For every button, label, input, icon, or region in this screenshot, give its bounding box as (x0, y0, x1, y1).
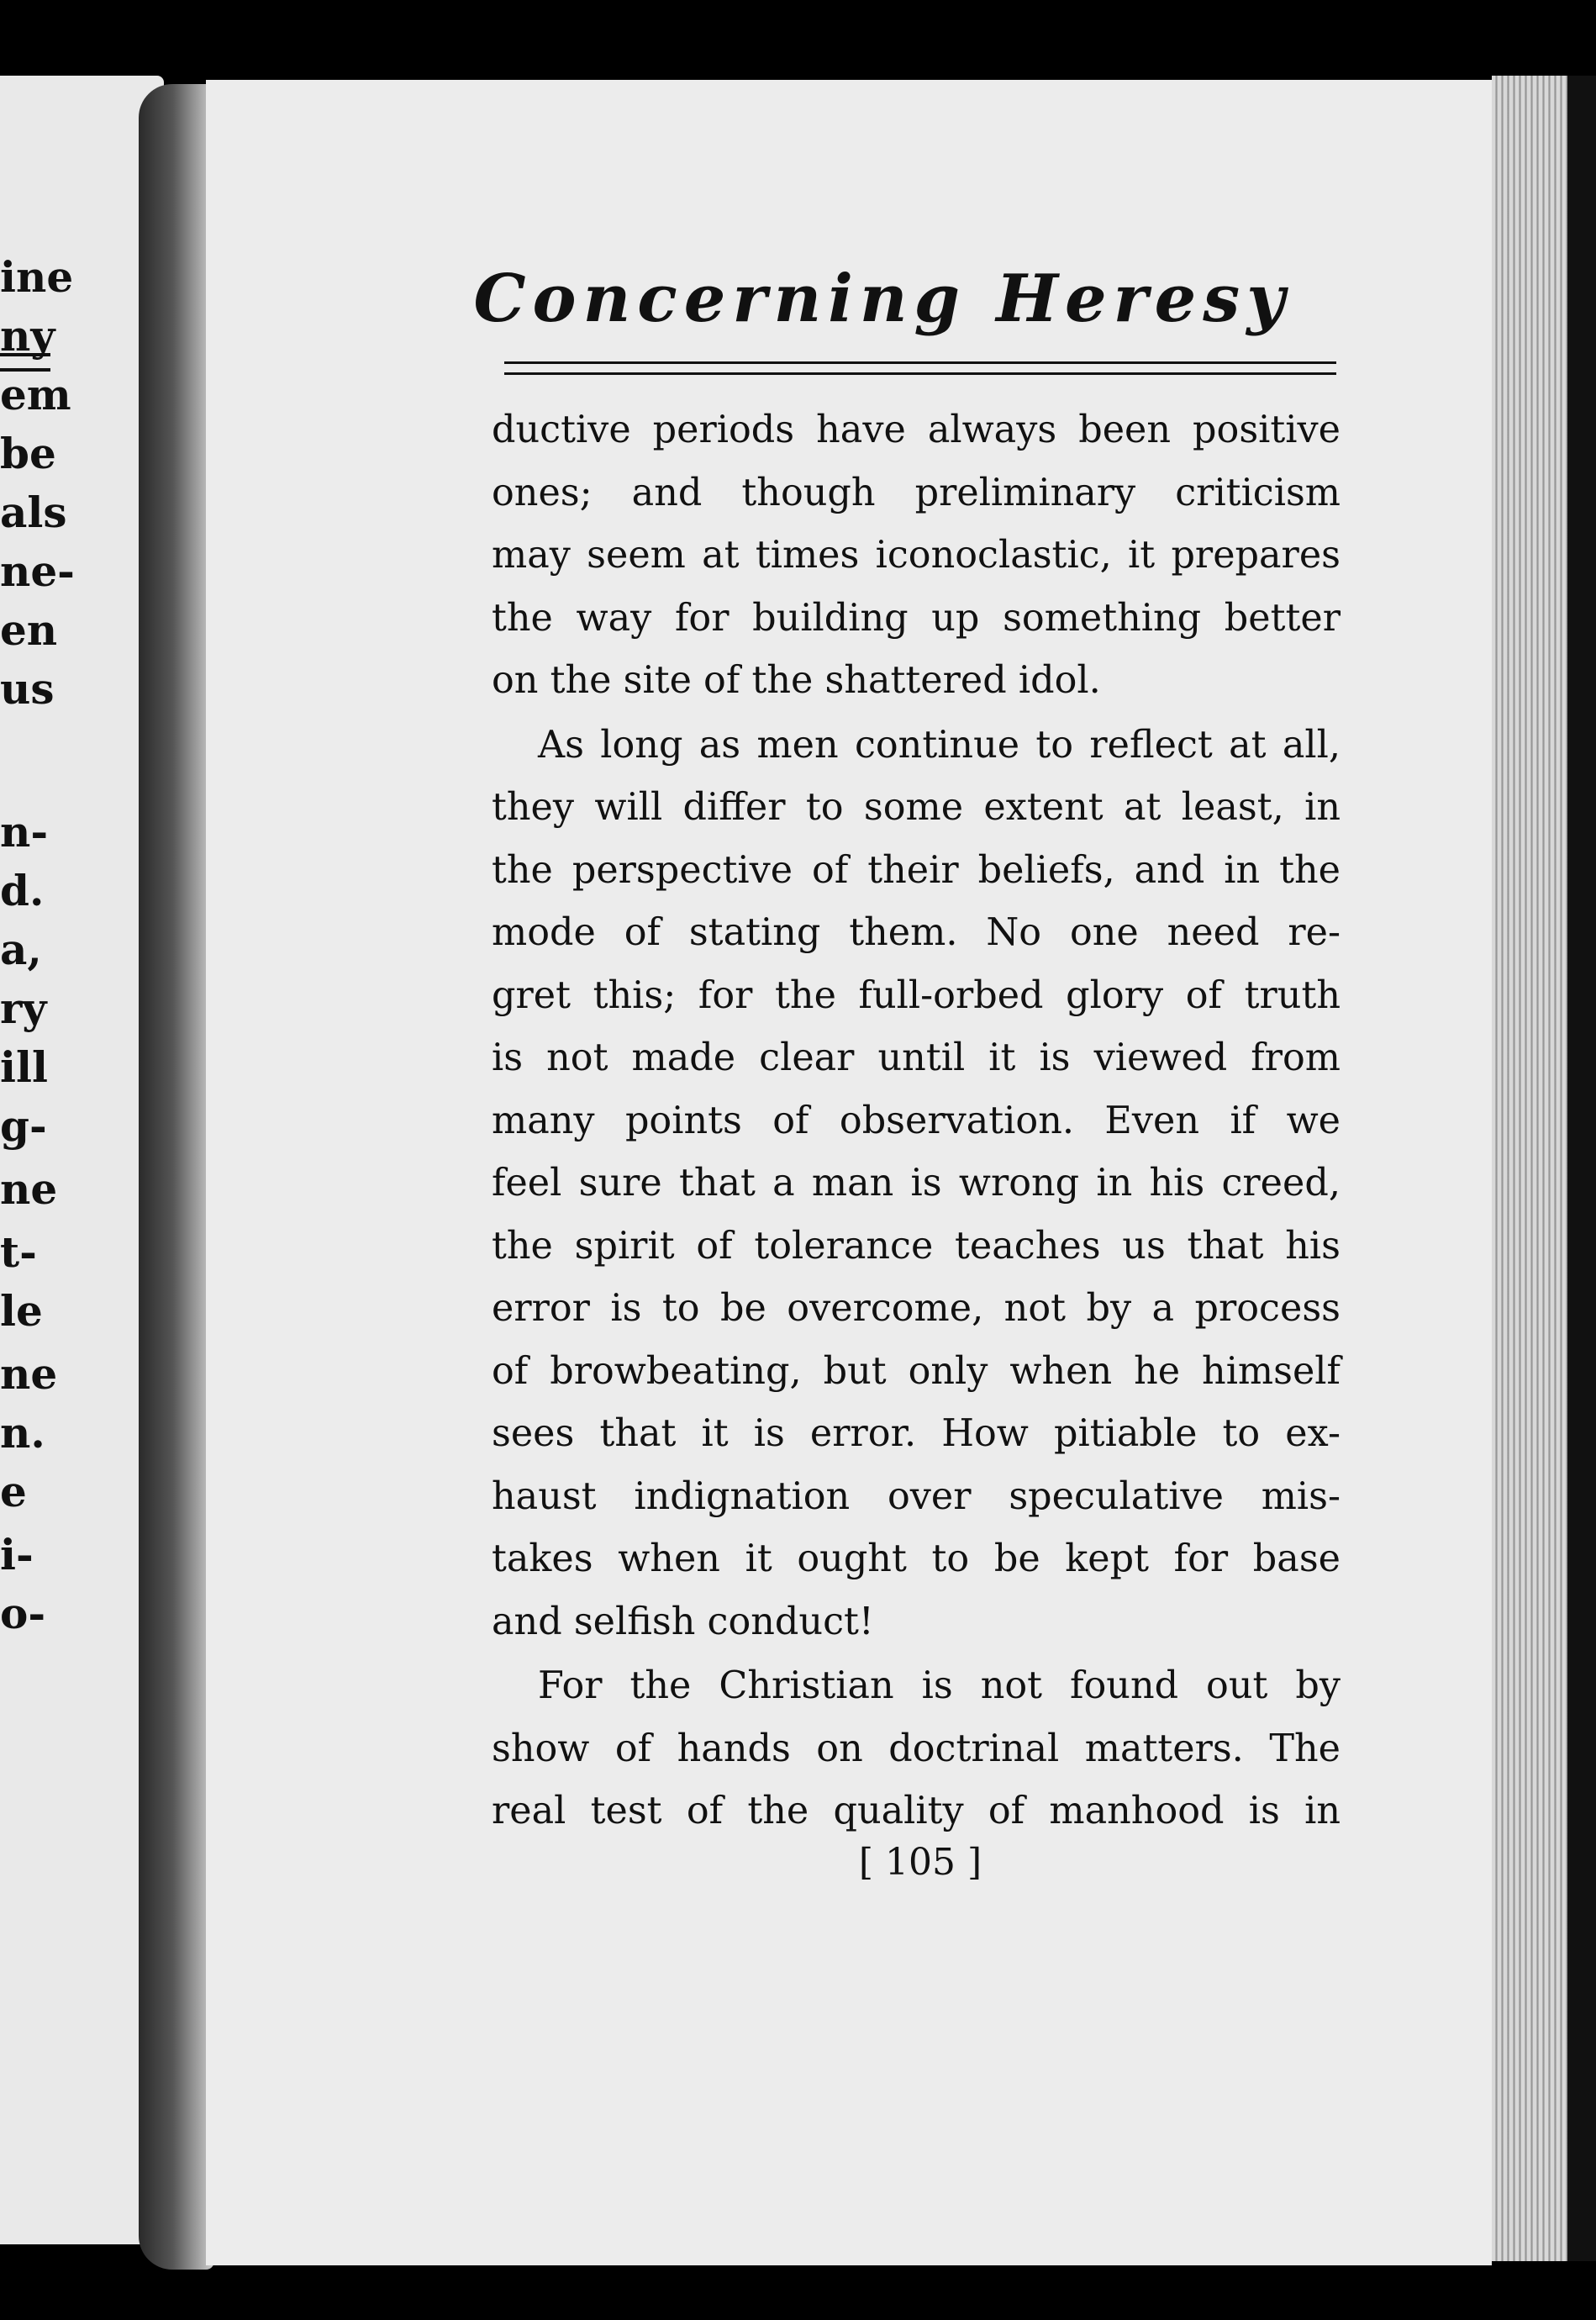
text-line: mode of stating them. No one need re- (492, 911, 1341, 954)
text-line: may seem at times iconoclastic, it prepares (492, 534, 1341, 577)
text-line: show of hands on doctrinal matters. The (492, 1727, 1341, 1770)
previous-page-fragment: ne (0, 1164, 58, 1214)
text-line: For the Christian is not found out by (538, 1664, 1341, 1707)
page-edges (1492, 76, 1567, 2261)
previous-page-fragment: n- (0, 807, 49, 857)
text-line: and selfish conduct! (492, 1600, 874, 1643)
previous-page-fragment: us (0, 664, 55, 714)
text-line: error is to be overcome, not by a process (492, 1287, 1341, 1330)
previous-page-fragment: o- (0, 1589, 46, 1638)
previous-page-fragment: als (0, 488, 67, 537)
header-double-rule (504, 361, 1336, 375)
previous-page-fragment: em (0, 370, 71, 419)
text-line: takes when it ought to be kept for base (492, 1537, 1341, 1580)
text-line: sees that it is error. How pitiable to ex- (492, 1412, 1341, 1455)
text-line: of browbeating, but only when he himself (492, 1349, 1341, 1393)
book-page (206, 80, 1492, 2265)
text-line: the spirit of tolerance teaches us that his (492, 1224, 1341, 1268)
text-line: ductive periods have always been positive (492, 409, 1341, 451)
paragraph (492, 1655, 1341, 1843)
previous-page-fragment: ill (0, 1042, 48, 1092)
text-line: the way for building up something better (492, 596, 1341, 640)
previous-page-fragment: ne- (0, 546, 75, 596)
text-line: As long as men continue to reflect at all, (538, 723, 1341, 767)
previous-page-fragment: ny (0, 311, 55, 361)
previous-page-fragment: le (0, 1286, 43, 1336)
previous-page-fragment: t- (0, 1227, 37, 1277)
text-line: on the site of the shattered idol. (492, 659, 1101, 702)
page-edges-shadow (1567, 76, 1596, 2261)
previous-page-fragment: n. (0, 1408, 45, 1458)
previous-page-fragment: g- (0, 1101, 47, 1151)
text-line: real test of the quality of manhood is in (492, 1790, 1341, 1832)
text-line: they will differ to some extent at least, in (492, 786, 1341, 829)
body-text (492, 399, 1341, 1843)
previous-page-fragment: e (0, 1467, 27, 1516)
previous-page-fragment: be (0, 429, 56, 478)
text-line: feel sure that a man is wrong in his creed, (492, 1162, 1341, 1205)
book-gutter (139, 84, 214, 2270)
text-line: many points of observation. Even if we (492, 1099, 1341, 1142)
previous-page-fragment: ne (0, 1349, 58, 1399)
page-number: [ 105 ] (858, 1841, 982, 1884)
previous-page-fragment: d. (0, 866, 45, 915)
paragraph (492, 399, 1341, 713)
paragraph (492, 714, 1341, 1654)
running-head: Concerning Heresy (473, 261, 1292, 337)
text-line: the perspective of their beliefs, and in the (492, 848, 1341, 892)
previous-page-fragment: ine (0, 252, 74, 302)
text-line: is not made clear until it is viewed from (492, 1036, 1341, 1079)
previous-page-fragment: en (0, 605, 58, 655)
text-line: gret this; for the full-orbed glory of truth (492, 973, 1341, 1017)
text-line: ones; and though preliminary criticism (492, 471, 1341, 514)
previous-page-fragment: a, (0, 925, 42, 974)
previous-page-fragment: i- (0, 1530, 34, 1579)
text-line: haust indignation over speculative mis- (492, 1474, 1341, 1518)
previous-page-fragment: ry (0, 983, 47, 1033)
